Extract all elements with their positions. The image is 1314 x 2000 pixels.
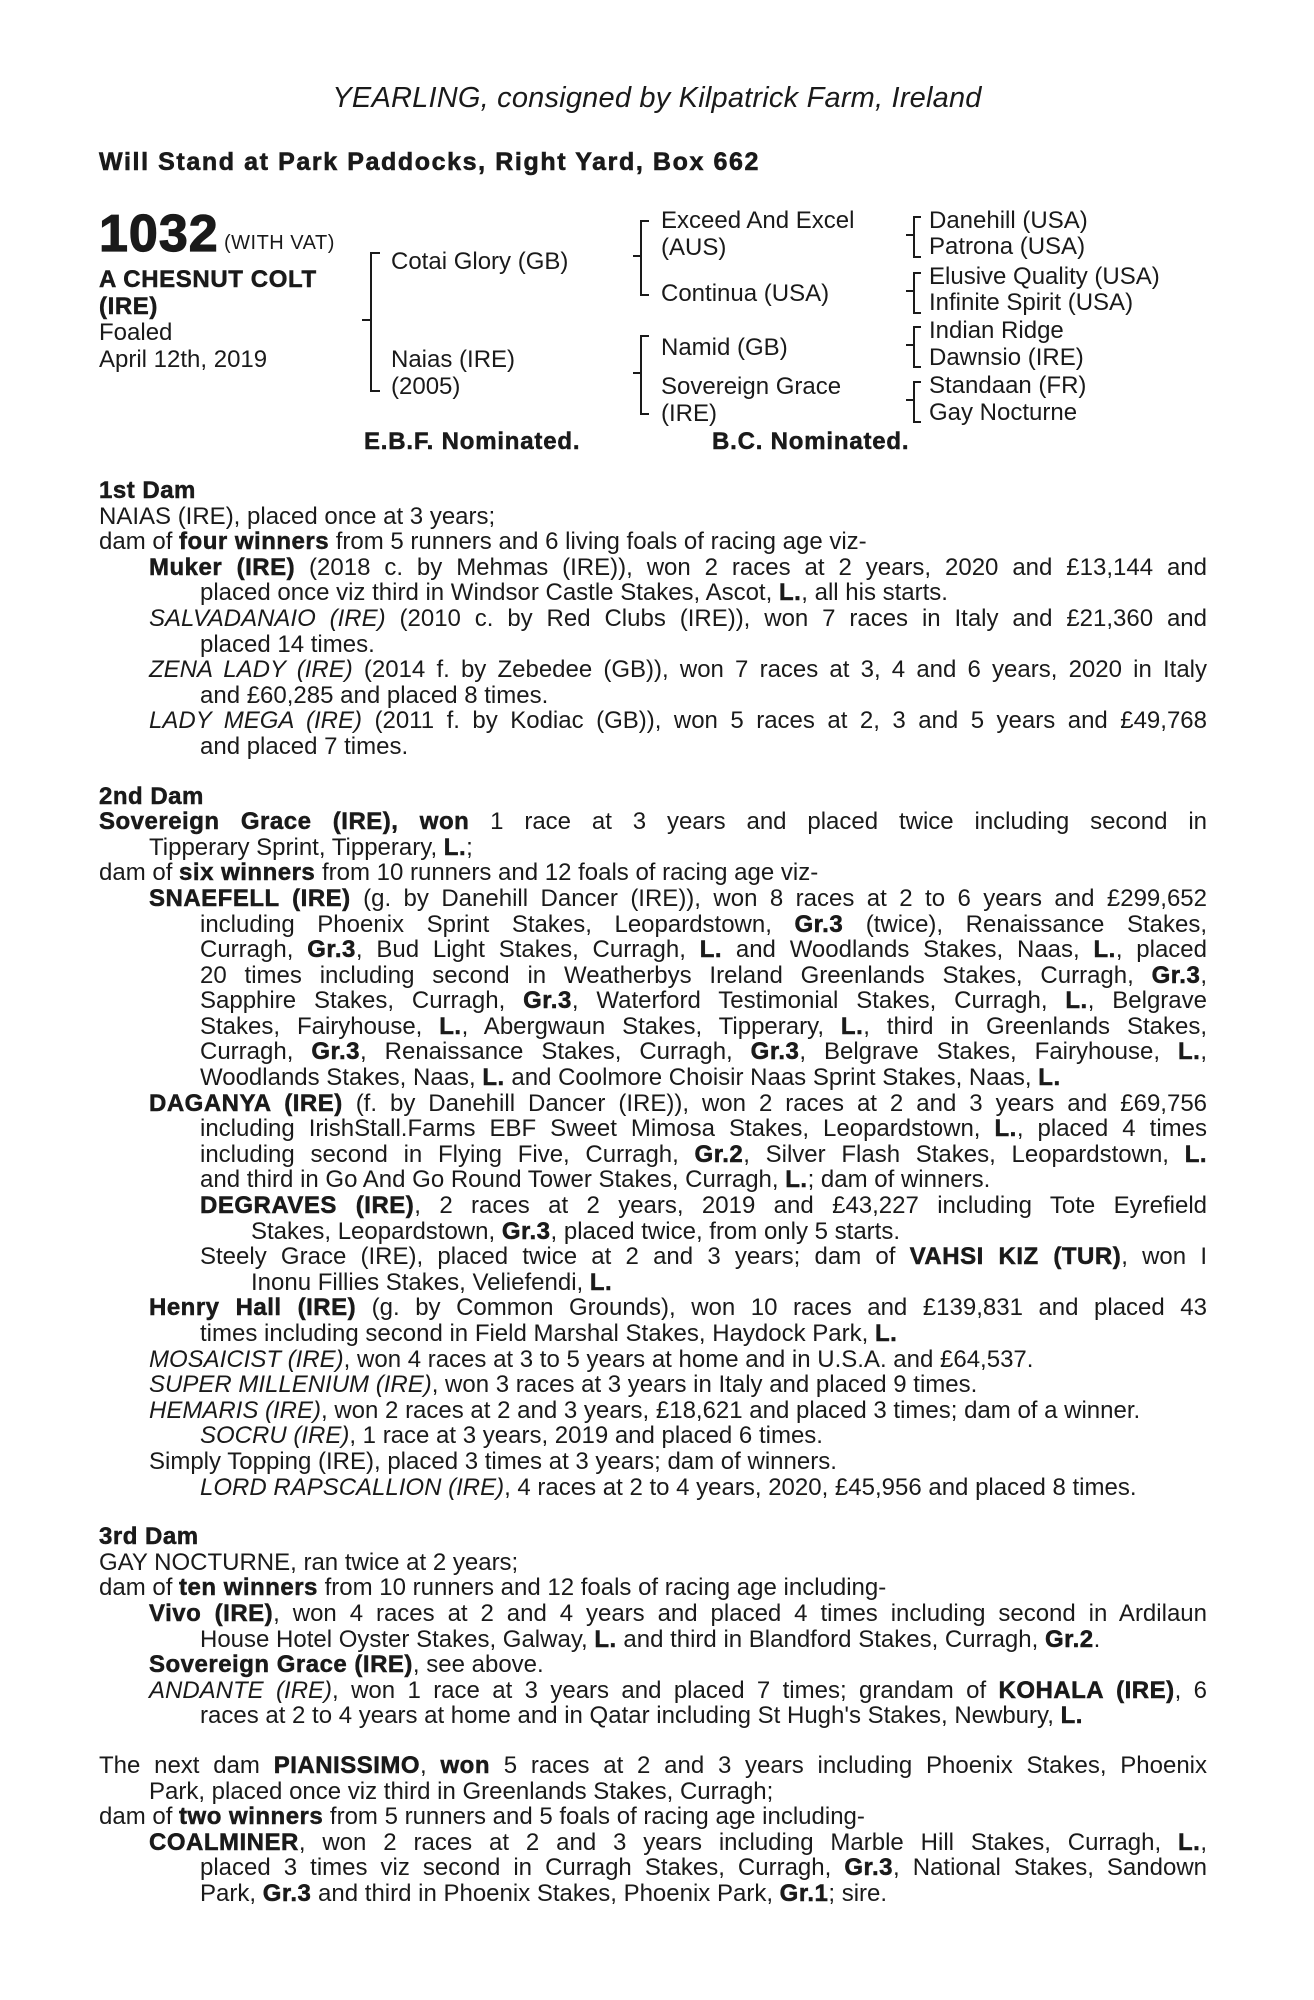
text-segment: Gr.3 bbox=[1151, 961, 1201, 989]
stabling-location: Will Stand at Park Paddocks, Right Yard, Box 662 bbox=[99, 148, 761, 176]
pedigree-brace-tick bbox=[633, 255, 642, 257]
text-segment: L. bbox=[589, 1268, 613, 1296]
text-segment: (2018 c. by Mehmas (IRE)), won 2 races at 2 years, 2020 and £13,144 and bbox=[295, 553, 1207, 581]
text-segment: , bbox=[1200, 961, 1207, 989]
text-line bbox=[99, 1295, 1207, 1321]
ebf-nominated: E.B.F. Nominated. bbox=[364, 428, 581, 455]
text-line bbox=[99, 1703, 1207, 1729]
text-line bbox=[99, 1398, 1207, 1424]
text-line bbox=[99, 1372, 1207, 1398]
text-segment: and £60,285 and placed 8 times. bbox=[200, 681, 549, 709]
lot-description: A CHESNUT COLT (IRE) bbox=[99, 266, 317, 320]
text-segment: , won 2 races at 2 and 3 years, £18,621 and placed 3 times; dam of a winner. bbox=[321, 1396, 1141, 1424]
foaled-date: April 12th, 2019 bbox=[99, 346, 268, 373]
text-segment: and placed 7 times. bbox=[200, 732, 409, 760]
text-line bbox=[99, 886, 1207, 912]
text-segment: ANDANTE (IRE) bbox=[149, 1676, 333, 1704]
text-segment: L. bbox=[439, 1012, 462, 1040]
text-segment: Curragh, bbox=[200, 936, 308, 964]
text-segment: ; bbox=[466, 833, 473, 861]
text-line bbox=[99, 1550, 1207, 1576]
pedigree-brace-tick bbox=[362, 319, 371, 321]
text-line bbox=[99, 580, 1207, 606]
text-segment: , Belgrave Stakes, Fairyhouse, bbox=[799, 1038, 1178, 1066]
pedigree-notes bbox=[99, 478, 1207, 1906]
text-line bbox=[99, 1091, 1207, 1117]
text-segment: DEGRAVES (IRE) bbox=[200, 1192, 415, 1220]
text-segment: DAGANYA (IRE) bbox=[149, 1089, 343, 1117]
dam-dam-line1: Sovereign Grace bbox=[661, 373, 842, 400]
text-segment: L. bbox=[699, 936, 723, 964]
text-segment: ; dam of winners. bbox=[807, 1166, 991, 1194]
text-line bbox=[99, 1014, 1207, 1040]
text-line bbox=[99, 1065, 1207, 1091]
text-segment: Inonu Fillies Stakes, Veliefendi, bbox=[251, 1268, 590, 1296]
text-segment: placed 3 times viz second in Curragh Stakes, Curragh, bbox=[200, 1854, 845, 1882]
dam-sire-name: Namid (GB) bbox=[661, 334, 788, 361]
text-segment: , won 4 races at 3 to 5 years at home and in U.S.A. and £64,537. bbox=[343, 1345, 1034, 1373]
foaled-info bbox=[99, 319, 319, 373]
text-segment: Curragh, bbox=[200, 1038, 312, 1066]
text-segment: Sovereign Grace (IRE) bbox=[149, 1651, 413, 1679]
text-line bbox=[99, 1423, 1207, 1449]
text-segment: Gr.2 bbox=[1044, 1625, 1094, 1653]
text-segment: , Silver Flash Stakes, Leopardstown, bbox=[743, 1140, 1185, 1168]
text-segment: Steely Grace (IRE), placed twice at 2 and 3 years; dam of bbox=[200, 1243, 910, 1271]
text-segment: placed 14 times. bbox=[200, 630, 375, 658]
text-line bbox=[99, 708, 1207, 734]
text-line bbox=[99, 1244, 1207, 1270]
text-segment: dam of bbox=[99, 859, 180, 887]
text-segment: , placed bbox=[1115, 936, 1208, 964]
text-segment: , won 3 races at 3 years in Italy and placed 9 times. bbox=[431, 1371, 978, 1399]
text-line bbox=[99, 1219, 1207, 1245]
text-line bbox=[99, 1142, 1207, 1168]
text-segment: VAHSI KIZ (TUR) bbox=[909, 1243, 1122, 1271]
pedigree-brace-parents bbox=[370, 252, 380, 392]
text-segment: (2014 f. by Zebedee (GB)), won 7 races at 3, 4 and 6 years, 2020 in Italy bbox=[352, 656, 1207, 684]
text-segment: MOSAICIST (IRE) bbox=[149, 1345, 344, 1373]
sire-sire-line1: Exceed And Excel bbox=[661, 207, 855, 234]
text-segment: Gr.3 bbox=[501, 1217, 551, 1245]
text-segment: two winners bbox=[179, 1803, 324, 1831]
text-segment: , won 1 race at 3 years and placed 7 times; grandam of bbox=[332, 1676, 999, 1704]
text-line bbox=[99, 963, 1207, 989]
text-segment: (g. by Danehill Dancer (IRE)), won 8 races at 2 to 6 years and £299,652 bbox=[350, 884, 1207, 912]
text-line bbox=[99, 1804, 1207, 1830]
text-segment: Henry Hall (IRE) bbox=[149, 1294, 357, 1322]
text-segment: (2011 f. by Kodiac (GB)), won 5 races at 2, 3 and 5 years and £49,768 bbox=[362, 707, 1207, 735]
text-segment: . bbox=[1093, 1625, 1101, 1653]
foaled-label: Foaled bbox=[99, 319, 173, 346]
text-segment: , 1 race at 3 years, 2019 and placed 6 times. bbox=[349, 1422, 823, 1450]
text-segment: COALMINER bbox=[149, 1828, 299, 1856]
ds-dam-name: Dawnsio (IRE) bbox=[929, 344, 1084, 371]
text-segment: Gr.3 bbox=[262, 1879, 312, 1907]
dam-year: (2005) bbox=[391, 373, 461, 400]
spacer bbox=[99, 1500, 1207, 1524]
text-segment: Stakes, Fairyhouse, bbox=[200, 1012, 440, 1040]
text-segment: Gr.3 bbox=[311, 1038, 361, 1066]
second-dam-section bbox=[99, 809, 1207, 1500]
text-line bbox=[99, 1475, 1207, 1501]
text-line bbox=[99, 835, 1207, 861]
text-segment: L. bbox=[994, 1115, 1017, 1143]
text-segment: 20 times including second in Weatherbys Ireland Greenlands Stakes, Curragh, bbox=[200, 961, 1152, 989]
text-segment: Vivo (IRE) bbox=[149, 1599, 274, 1627]
text-segment: , Waterford Testimonial Stakes, Curragh, bbox=[571, 987, 1066, 1015]
text-line bbox=[99, 1678, 1207, 1704]
pedigree-brace-tick bbox=[906, 234, 915, 236]
sire-dam-name: Continua (USA) bbox=[661, 280, 830, 307]
text-segment: L. bbox=[443, 833, 467, 861]
spacer bbox=[99, 1729, 1207, 1753]
text-segment: from 10 runners and 12 foals of racing age including- bbox=[317, 1574, 887, 1602]
text-line bbox=[99, 1855, 1207, 1881]
text-segment: Park, placed once viz third in Greenlands Stakes, Curragh; bbox=[149, 1777, 774, 1805]
text-segment: GAY NOCTURNE, ran twice at 2 years; bbox=[99, 1548, 519, 1576]
text-segment: four winners bbox=[179, 528, 330, 556]
sire-name: Cotai Glory (GB) bbox=[391, 248, 569, 275]
text-segment: including Phoenix Sprint Stakes, Leopardstown, bbox=[200, 910, 795, 938]
text-segment: , Belgrave bbox=[1087, 987, 1207, 1015]
text-segment: six winners bbox=[179, 859, 316, 887]
third-dam-heading: 3rd Dam bbox=[99, 1523, 199, 1551]
text-line bbox=[99, 1347, 1207, 1373]
dd-sire-name: Standaan (FR) bbox=[929, 372, 1087, 399]
second-dam-heading: 2nd Dam bbox=[99, 782, 204, 810]
text-line bbox=[99, 1449, 1207, 1475]
text-segment: KOHALA (IRE) bbox=[998, 1676, 1175, 1704]
text-line bbox=[99, 683, 1207, 709]
sd-sire-name: Elusive Quality (USA) bbox=[929, 263, 1160, 290]
text-segment: , bbox=[420, 1751, 441, 1779]
text-segment: LADY MEGA (IRE) bbox=[149, 707, 362, 735]
first-dam-section bbox=[99, 504, 1207, 760]
text-line bbox=[99, 1881, 1207, 1907]
text-line bbox=[99, 632, 1207, 658]
dam-name: Naias (IRE) bbox=[391, 346, 516, 373]
lot-number: 1032 bbox=[99, 205, 219, 263]
text-line bbox=[99, 860, 1207, 886]
text-segment: times including second in Field Marshal Stakes, Haydock Park, bbox=[200, 1320, 875, 1347]
text-line bbox=[99, 937, 1207, 963]
text-segment: The next dam bbox=[99, 1751, 274, 1779]
text-segment: L. bbox=[1093, 936, 1116, 964]
text-segment: ZENA LADY (IRE) bbox=[149, 656, 353, 684]
text-segment: L. bbox=[1065, 987, 1088, 1015]
text-segment: , all his starts. bbox=[801, 579, 948, 607]
text-segment: (2010 c. by Red Clubs (IRE)), won 7 races in Italy and £21,360 and bbox=[385, 604, 1208, 632]
ds-sire-name: Indian Ridge bbox=[929, 317, 1064, 344]
text-line bbox=[99, 1779, 1207, 1805]
text-segment: Stakes, Leopardstown, bbox=[251, 1217, 502, 1245]
text-segment: including IrishStall.Farms EBF Sweet Mimosa Stakes, Leopardstown, bbox=[200, 1115, 995, 1143]
text-segment: Gr.3 bbox=[307, 936, 356, 964]
dam-dam-line2: (IRE) bbox=[661, 400, 717, 427]
text-segment: Simply Topping (IRE), placed 3 times at 3 years; dam of winners. bbox=[149, 1447, 837, 1475]
text-segment: SALVADANAIO (IRE) bbox=[149, 604, 386, 632]
text-segment: L. bbox=[1184, 1140, 1208, 1168]
text-segment: , Bud Light Stakes, Curragh, bbox=[355, 936, 700, 964]
text-line bbox=[99, 1575, 1207, 1601]
text-segment: , bbox=[1200, 1828, 1207, 1856]
text-segment: , placed 4 times bbox=[1016, 1115, 1207, 1143]
first-dam-heading: 1st Dam bbox=[99, 477, 196, 504]
text-segment: , third in Greenlands Stakes, bbox=[863, 1012, 1207, 1040]
text-segment: won bbox=[440, 1751, 490, 1779]
text-segment: Muker (IRE) bbox=[149, 553, 296, 581]
text-segment: , Abergwaun Stakes, Tipperary, bbox=[461, 1012, 841, 1040]
sd-dam-name: Infinite Spirit (USA) bbox=[929, 289, 1134, 316]
text-line bbox=[99, 1830, 1207, 1856]
text-line bbox=[99, 988, 1207, 1014]
ss-dam-name: Patrona (USA) bbox=[929, 233, 1086, 260]
text-segment: 1 race at 3 years and placed twice including second in bbox=[469, 808, 1207, 836]
text-segment: SNAEFELL (IRE) bbox=[149, 884, 351, 912]
text-segment: , won 4 races at 2 and 4 years and placed 4 times including second in Ardilaun bbox=[273, 1599, 1207, 1627]
pedigree-brace-tick bbox=[633, 372, 642, 374]
text-segment: SUPER MILLENIUM (IRE) bbox=[149, 1371, 432, 1399]
text-segment: , won 2 races at 2 and 3 years including Marble Hill Stakes, Curragh, bbox=[298, 1828, 1178, 1856]
text-line bbox=[99, 657, 1207, 683]
text-segment: , see above. bbox=[412, 1651, 544, 1679]
text-segment: Sapphire Stakes, Curragh, bbox=[200, 987, 524, 1015]
text-segment: dam of bbox=[99, 528, 180, 556]
text-segment: (f. by Danehill Dancer (IRE)), won 2 races at 2 and 3 years and £69,756 bbox=[342, 1089, 1208, 1117]
text-segment: Gr.2 bbox=[694, 1140, 744, 1168]
text-segment: Tipperary Sprint, Tipperary, bbox=[149, 833, 444, 861]
text-segment: L. bbox=[840, 1012, 864, 1040]
text-segment: placed once viz third in Windsor Castle Stakes, Ascot, bbox=[200, 579, 779, 607]
sire-sire-name bbox=[661, 207, 854, 261]
text-line bbox=[99, 1321, 1207, 1347]
pedigree-brace-tick bbox=[906, 399, 915, 401]
text-segment: L. bbox=[1060, 1702, 1083, 1730]
text-line bbox=[99, 1039, 1207, 1065]
text-segment: , won I bbox=[1121, 1243, 1208, 1271]
text-segment: and Coolmore Choisir Naas Sprint Stakes, Naas, bbox=[504, 1064, 1039, 1092]
text-line bbox=[99, 1627, 1207, 1653]
text-segment: and third in Go And Go Round Tower Stakes, Curragh, bbox=[200, 1166, 786, 1194]
text-line bbox=[99, 912, 1207, 938]
text-segment: from 5 runners and 5 foals of racing age including- bbox=[323, 1803, 865, 1831]
text-segment: L. bbox=[1178, 1828, 1201, 1856]
text-segment: from 5 runners and 6 living foals of racing age viz- bbox=[329, 528, 867, 556]
pedigree-brace-g3 bbox=[913, 272, 921, 314]
text-segment: , 2 races at 2 years, 2019 and £43,227 including Tote Eyrefield bbox=[414, 1192, 1207, 1220]
text-segment: including second in Flying Five, Curragh, bbox=[200, 1140, 695, 1168]
pedigree-brace-g3 bbox=[913, 326, 921, 368]
text-segment: L. bbox=[594, 1625, 617, 1653]
next-dam-section bbox=[99, 1753, 1207, 1907]
pedigree-brace-dam-side bbox=[640, 335, 649, 415]
text-line bbox=[99, 1652, 1207, 1678]
text-segment: ; sire. bbox=[828, 1879, 888, 1907]
text-line bbox=[99, 1270, 1207, 1296]
third-dam-section bbox=[99, 1550, 1207, 1729]
text-segment: L. bbox=[874, 1320, 898, 1347]
text-segment: , 6 bbox=[1174, 1676, 1208, 1704]
pedigree-brace-sire-side bbox=[640, 220, 649, 296]
text-segment: , 4 races at 2 to 4 years, 2020, £45,956 and placed 8 times. bbox=[504, 1473, 1137, 1501]
text-segment: , bbox=[1200, 1038, 1207, 1066]
text-segment: dam of bbox=[99, 1574, 180, 1602]
text-segment: Gr.1 bbox=[779, 1879, 829, 1907]
text-segment: (g. by Common Grounds), won 10 races and £139,831 and placed 43 bbox=[356, 1294, 1207, 1322]
text-segment: , National Stakes, Sandown bbox=[893, 1854, 1207, 1882]
consignor-subtitle: YEARLING, consigned by Kilpatrick Farm, Ireland bbox=[332, 82, 982, 114]
text-segment: PIANISSIMO bbox=[273, 1751, 421, 1779]
text-segment: NAIAS (IRE), placed once at 3 years; bbox=[99, 502, 496, 530]
text-segment: L. bbox=[482, 1064, 505, 1092]
text-segment: L. bbox=[1038, 1064, 1061, 1092]
spacer bbox=[99, 760, 1207, 784]
text-line bbox=[99, 809, 1207, 835]
text-segment: L. bbox=[1178, 1038, 1201, 1066]
text-segment: Gr.3 bbox=[750, 1038, 800, 1066]
vat-note: (WITH VAT) bbox=[224, 232, 335, 254]
text-line bbox=[99, 529, 1207, 555]
text-line bbox=[99, 1753, 1207, 1779]
dd-dam-name: Gay Nocturne bbox=[929, 399, 1078, 426]
text-segment: , placed twice, from only 5 starts. bbox=[550, 1217, 900, 1245]
pedigree-brace-g3 bbox=[913, 381, 921, 423]
text-line bbox=[99, 555, 1207, 581]
text-line bbox=[99, 606, 1207, 632]
text-segment: and third in Phoenix Stakes, Phoenix Park, bbox=[311, 1879, 780, 1907]
text-segment: and Woodlands Stakes, Naas, bbox=[722, 936, 1094, 964]
text-segment: dam of bbox=[99, 1803, 180, 1831]
text-segment: 5 races at 2 and 3 years including Phoenix Stakes, Phoenix bbox=[489, 1751, 1208, 1779]
text-segment: L. bbox=[778, 579, 802, 607]
text-segment: L. bbox=[785, 1166, 808, 1194]
text-line bbox=[99, 504, 1207, 530]
text-segment: Gr.3 bbox=[523, 987, 572, 1015]
text-segment: and third in Blandford Stakes, Curragh, bbox=[616, 1625, 1045, 1653]
text-segment: , Renaissance Stakes, Curragh, bbox=[360, 1038, 751, 1066]
text-segment: HEMARIS (IRE) bbox=[149, 1396, 322, 1424]
text-line bbox=[99, 734, 1207, 760]
text-segment: LORD RAPSCALLION (IRE) bbox=[200, 1473, 505, 1501]
sire-sire-line2: (AUS) bbox=[661, 234, 727, 261]
pedigree-brace-tick bbox=[906, 290, 915, 292]
text-segment: Park, bbox=[200, 1879, 263, 1907]
text-segment: from 10 runners and 12 foals of racing age viz- bbox=[315, 859, 819, 887]
pedigree-brace-g3 bbox=[913, 216, 921, 258]
text-line bbox=[99, 1601, 1207, 1627]
ss-sire-name: Danehill (USA) bbox=[929, 207, 1088, 234]
text-segment: ten winners bbox=[179, 1574, 318, 1602]
text-line bbox=[99, 1193, 1207, 1219]
text-segment: SOCRU (IRE) bbox=[200, 1422, 350, 1450]
text-segment: Woodlands Stakes, Naas, bbox=[200, 1064, 483, 1092]
text-segment: Gr.3 bbox=[794, 910, 844, 938]
pedigree-brace-tick bbox=[906, 344, 915, 346]
text-line bbox=[99, 1167, 1207, 1193]
text-segment: House Hotel Oyster Stakes, Galway, bbox=[200, 1625, 595, 1653]
dam-dam-name bbox=[661, 373, 841, 427]
text-line bbox=[99, 1116, 1207, 1142]
text-segment: races at 2 to 4 years at home and in Qatar including St Hugh's Stakes, Newbury, bbox=[200, 1702, 1061, 1730]
bc-nominated: B.C. Nominated. bbox=[712, 428, 910, 455]
text-segment: Gr.3 bbox=[844, 1854, 894, 1882]
text-segment: Sovereign Grace (IRE), won bbox=[99, 808, 470, 836]
text-segment: (twice), Renaissance Stakes, bbox=[843, 910, 1208, 938]
